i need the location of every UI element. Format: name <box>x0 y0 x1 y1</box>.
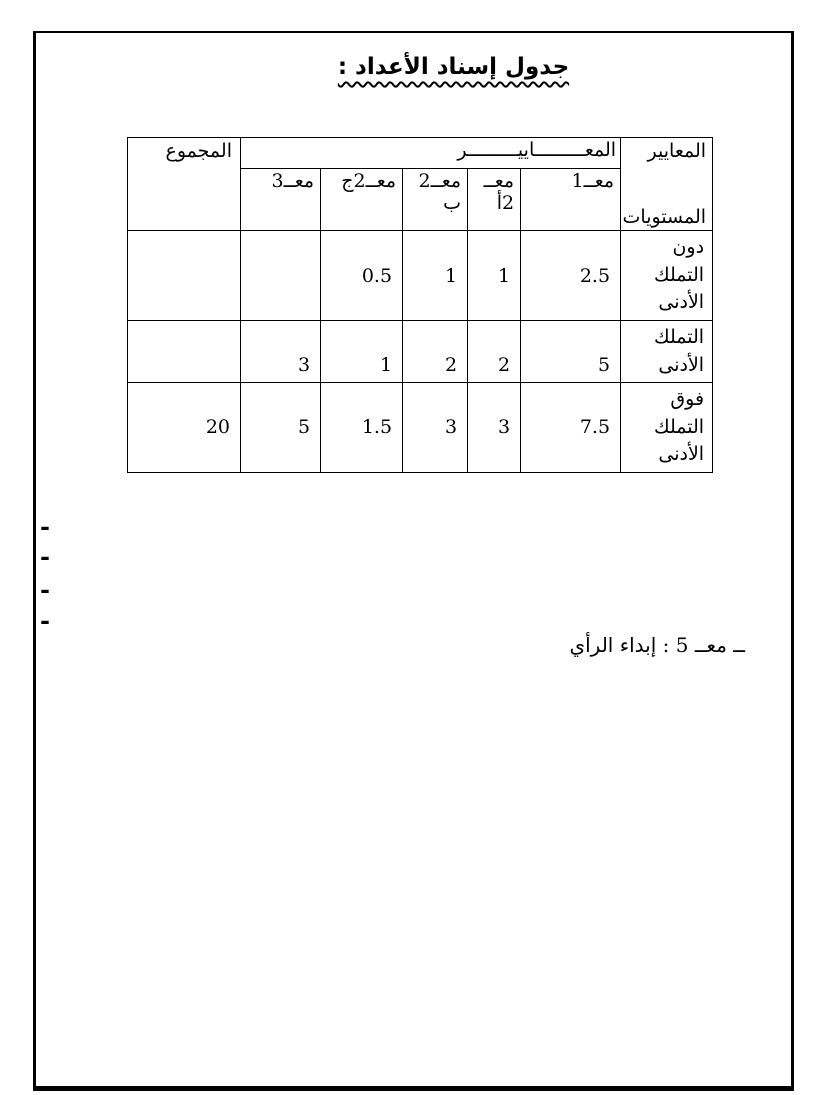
cell-value: 3 <box>241 321 321 383</box>
score-assignment-table <box>127 137 713 473</box>
table-header-row-1 <box>128 138 713 169</box>
column-header-crit2c: معــ2ج <box>321 168 403 230</box>
total-column-header: المجموع <box>128 138 241 231</box>
column-header-crit2b: معــ2 ب <box>403 168 468 230</box>
cell-value: 2.5 <box>521 231 621 321</box>
table-row <box>128 383 713 473</box>
corner-header-cell <box>621 138 713 231</box>
table-row <box>128 321 713 383</box>
footnote-crit5-opinion: ــ معــ 5 : إبداء الرأي <box>569 633 745 657</box>
cell-value: 1 <box>403 231 468 321</box>
cell-value: 2 <box>468 321 521 383</box>
cell-value: 3 <box>468 383 521 473</box>
row-label-below-minimal: دون التملك الأدنى <box>621 231 713 321</box>
cell-value: 1 <box>468 231 521 321</box>
margin-dash-mark: - <box>40 606 50 635</box>
column-header-crit3: معــ3 <box>241 168 321 230</box>
column-header-crit1: معــ1 <box>521 168 621 230</box>
corner-levels-label: المستويات <box>622 206 707 228</box>
row-label-above-minimal: فوق التملك الأدنى <box>621 383 713 473</box>
corner-criteria-label: المعايير <box>647 140 707 162</box>
cell-value: 7.5 <box>521 383 621 473</box>
margin-dash-mark: - <box>40 512 50 541</box>
cell-total <box>128 231 241 321</box>
cell-value: 0.5 <box>321 231 403 321</box>
column-header-crit2a: معــ 2أ <box>468 168 521 230</box>
cell-total: 20 <box>128 383 241 473</box>
cell-value <box>241 231 321 321</box>
page-title: جدول إسناد الأعداد : <box>337 54 570 80</box>
corner-header-inner <box>622 140 707 228</box>
margin-dash-mark: - <box>40 542 50 571</box>
row-label-minimal: التملك الأدنى <box>621 321 713 383</box>
cell-value: 2 <box>403 321 468 383</box>
margin-dash-mark: - <box>40 575 50 604</box>
cell-total <box>128 321 241 383</box>
cell-value: 1 <box>321 321 403 383</box>
cell-value: 3 <box>403 383 468 473</box>
cell-value: 1.5 <box>321 383 403 473</box>
cell-value: 5 <box>241 383 321 473</box>
criteria-group-header: المعـــــــــاييـــــــــر <box>241 138 621 169</box>
table-row <box>128 231 713 321</box>
cell-value: 5 <box>521 321 621 383</box>
